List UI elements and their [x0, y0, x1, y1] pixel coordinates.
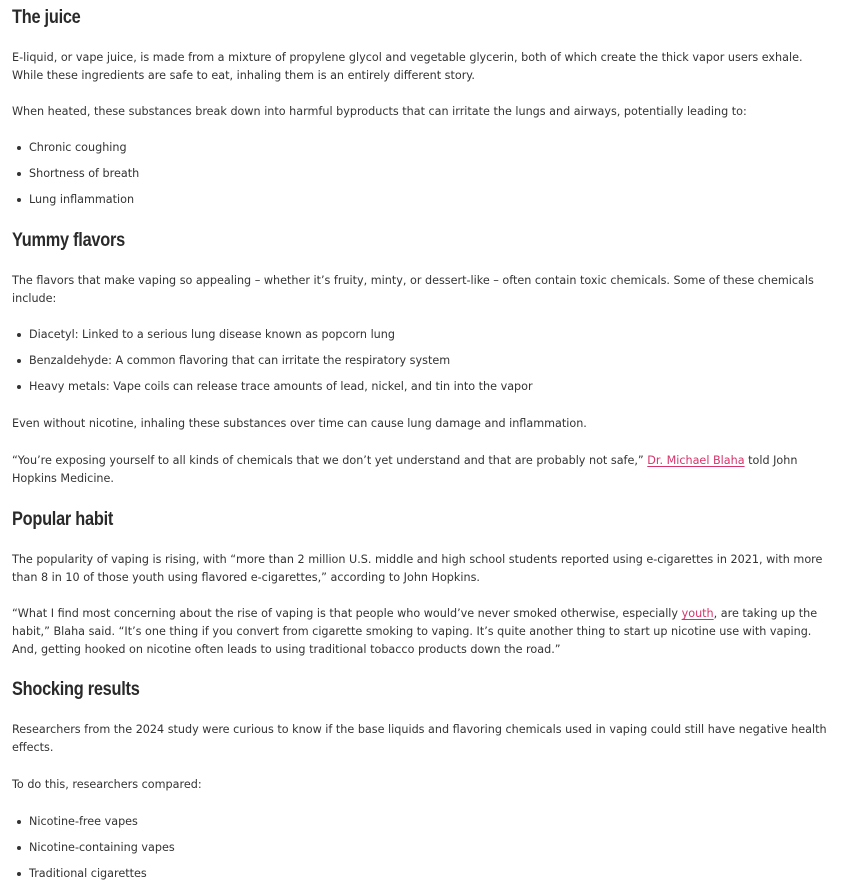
quote-text-end: told John Hopkins Medicine.: [12, 454, 798, 485]
bullet-list: [12, 813, 837, 883]
list-item: Nicotine-free vapes: [29, 813, 837, 831]
list-item: Traditional cigarettes: [29, 865, 837, 883]
paragraph: To do this, researchers compared:: [12, 778, 202, 791]
quote-paragraph: [12, 452, 837, 488]
list-item: Diacetyl: Linked to a serious lung disease known as popcorn lung: [29, 326, 837, 344]
list-item: Lung inflammation: [29, 191, 837, 209]
paragraph: The flavors that make vaping so appealing – whether it’s fruity, minty, or dessert-like – often contain toxic chemicals. Some of these chemicals include:: [12, 274, 814, 305]
quote-paragraph: [12, 605, 837, 659]
section-heading-popular-habit: Popular habit: [12, 509, 114, 530]
paragraph: Even without nicotine, inhaling these substances over time can cause lung damage and inflammation.: [12, 417, 587, 430]
section-heading-yummy-flavors: Yummy flavors: [12, 230, 125, 251]
bullet-list: [12, 326, 837, 396]
quote-text: “You’re exposing yourself to all kinds of chemicals that we don’t yet understand and that are probably not safe,”: [12, 454, 648, 467]
paragraph: When heated, these substances break down into harmful byproducts that can irritate the lungs and airways, potentially leading to:: [12, 105, 747, 118]
list-item: Shortness of breath: [29, 165, 837, 183]
youth-link[interactable]: youth: [681, 607, 714, 620]
section-heading-the-juice: The juice: [12, 7, 81, 28]
bullet-list: [12, 139, 837, 209]
paragraph: E-liquid, or vape juice, is made from a mixture of propylene glycol and vegetable glycerin, both of which create the thick vapor users exhale. While these ingredients are safe to eat, inhaling them is an entirely different story.: [12, 51, 803, 82]
paragraph: Researchers from the 2024 study were curious to know if the base liquids and flavoring chemicals used in vaping could still have negative health effects.: [12, 723, 827, 754]
list-item: Benzaldehyde: A common flavoring that can irritate the respiratory system: [29, 352, 837, 370]
paragraph: The popularity of vaping is rising, with “more than 2 million U.S. middle and high school students reported using e-cigarettes in 2021, with more than 8 in 10 of those youth using flavored e-cigarettes,” according to John Hopkins.: [12, 553, 823, 584]
list-item: Heavy metals: Vape coils can release trace amounts of lead, nickel, and tin into the vapor: [29, 378, 837, 396]
list-item: Nicotine-containing vapes: [29, 839, 837, 857]
quote-text: “What I find most concerning about the rise of vaping is that people who would’ve never smoked otherwise, especially: [12, 607, 682, 620]
dr-michael-blaha-link[interactable]: Dr. Michael Blaha: [647, 454, 745, 467]
list-item: Chronic coughing: [29, 139, 837, 157]
section-heading-shocking-results: Shocking results: [12, 679, 140, 700]
quote-text-end: , are taking up the habit,” Blaha said. “It’s one thing if you convert from cigarette smoking to vaping. It’s quite another thing to start up nicotine use with vaping. And, getting hooked on nicotine often leads to using traditional tobacco products down the road.”: [12, 607, 818, 656]
